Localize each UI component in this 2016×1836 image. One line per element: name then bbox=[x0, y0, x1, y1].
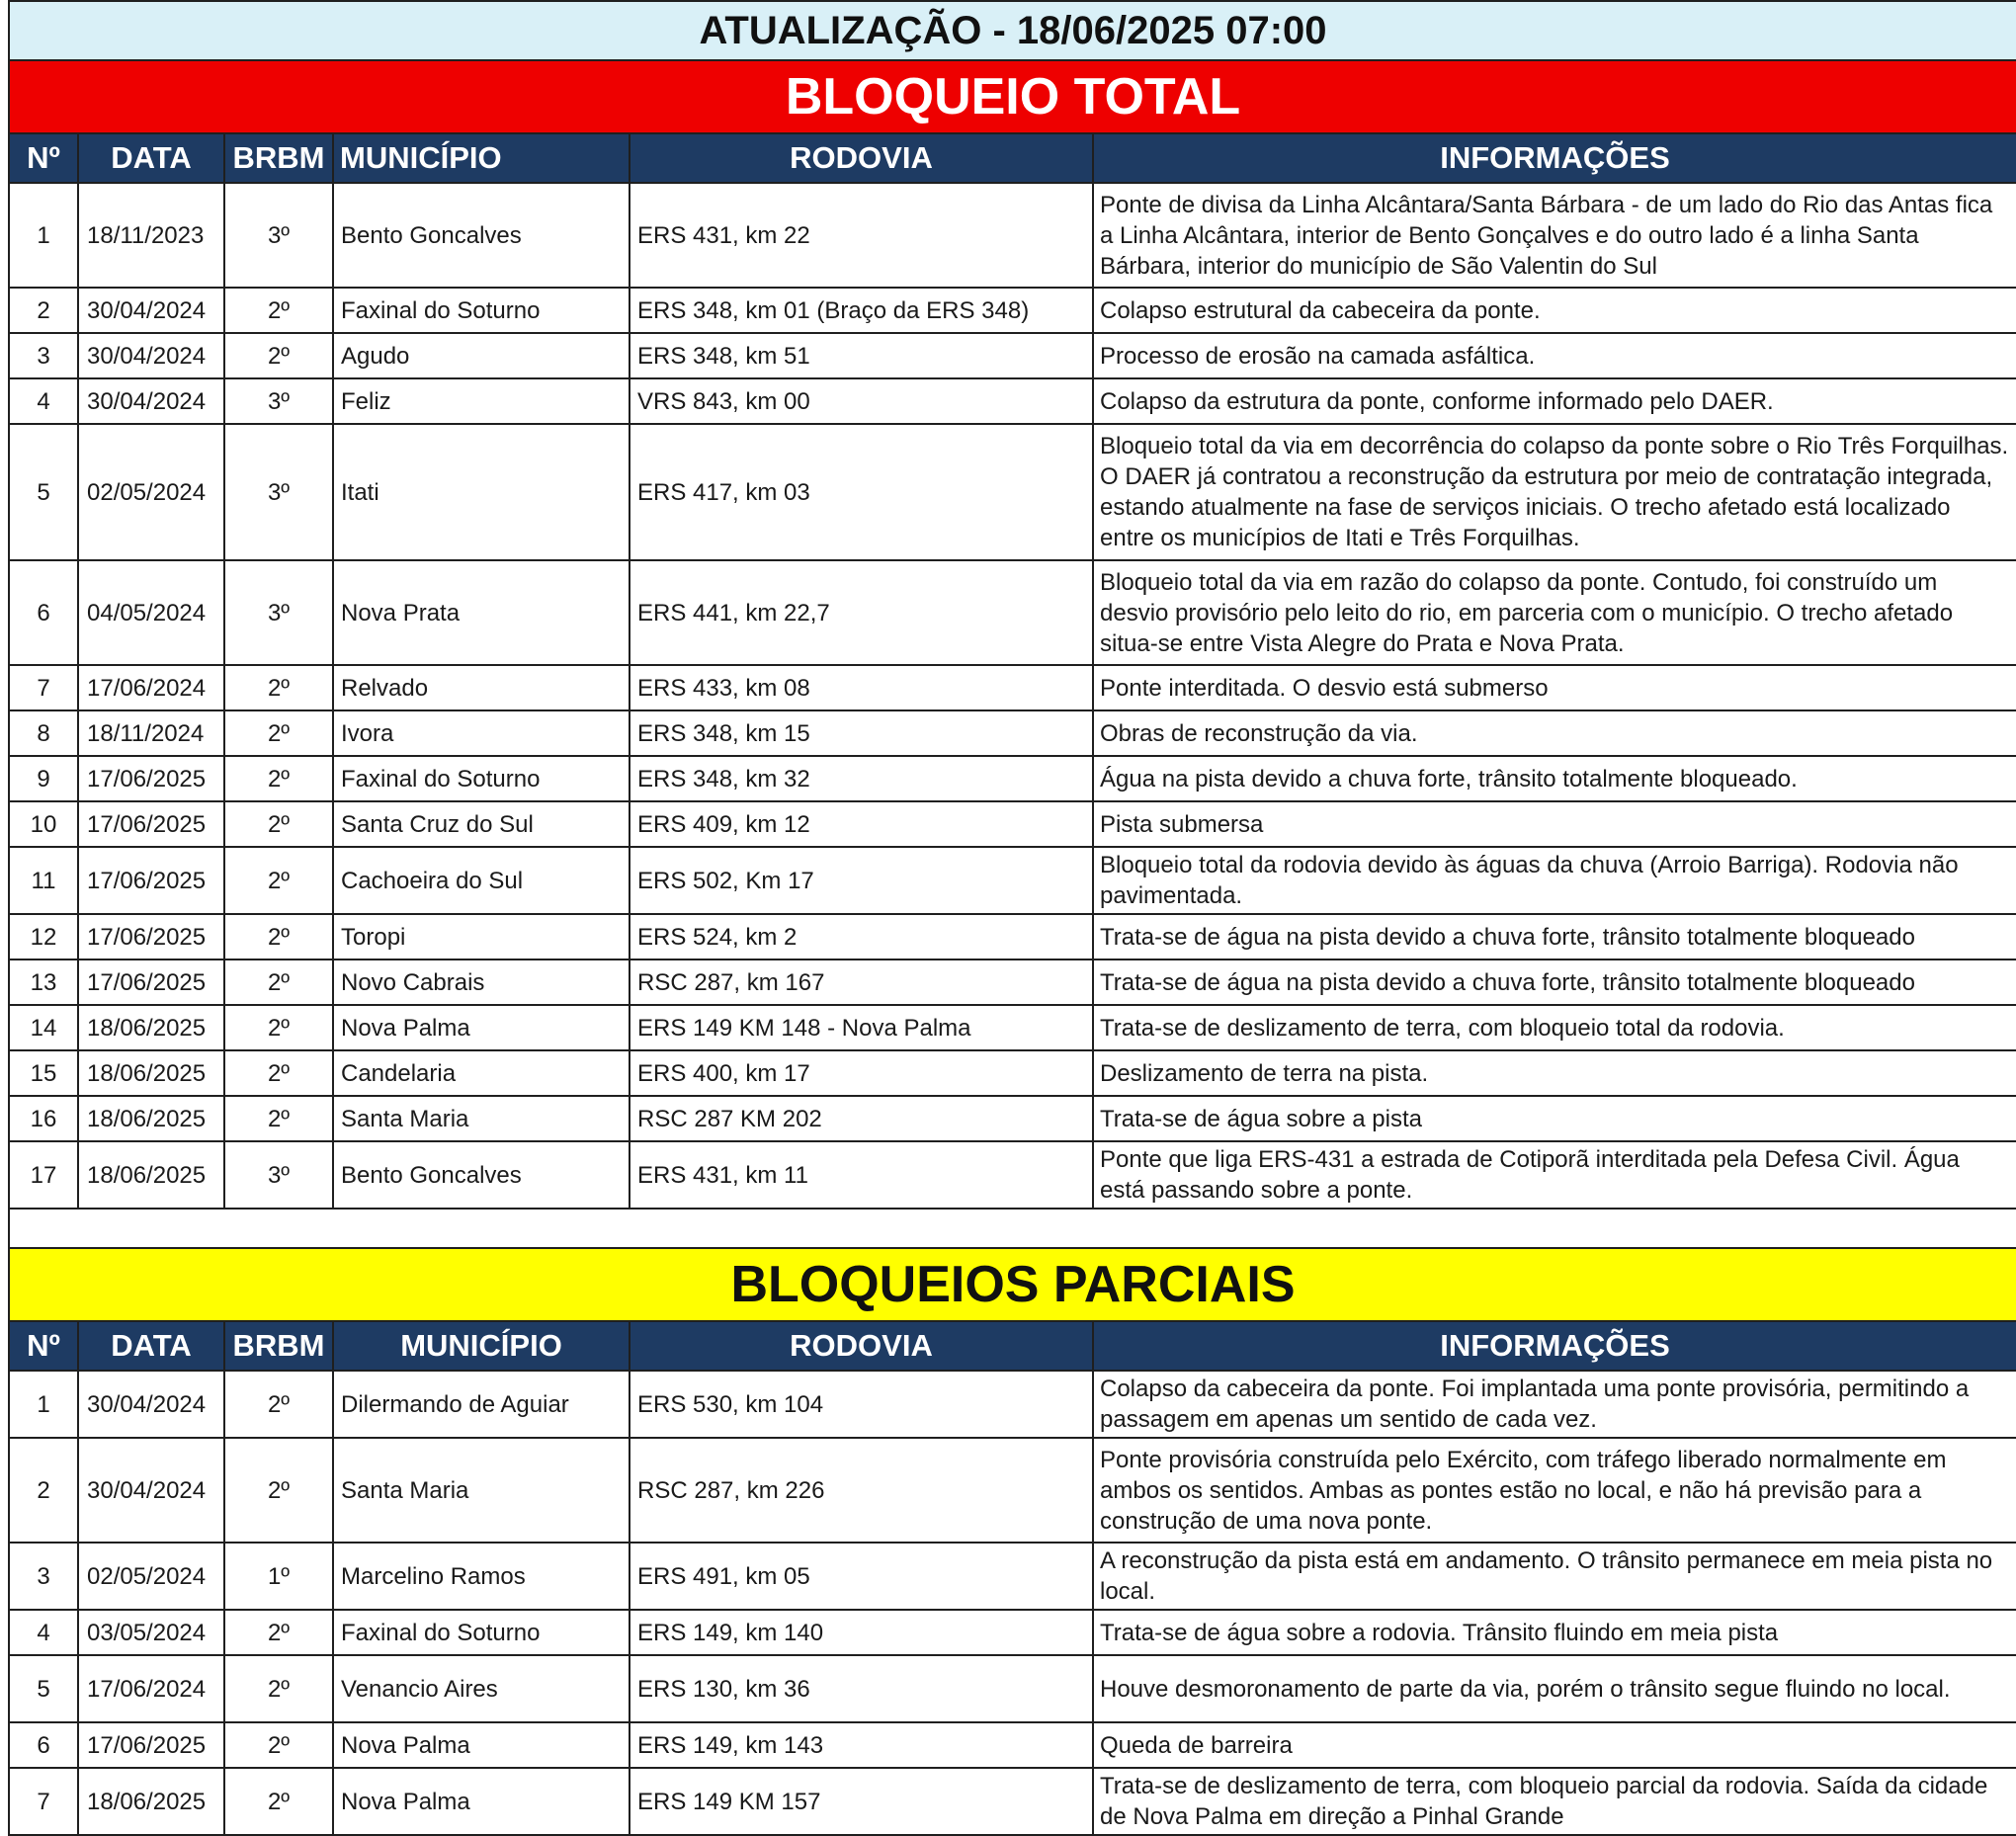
row-municipio: Faxinal do Soturno bbox=[333, 288, 630, 333]
row-rodovia: ERS 417, km 03 bbox=[630, 424, 1093, 560]
update-banner bbox=[9, 1, 2016, 60]
row-informacoes: Processo de erosão na camada asfáltica. bbox=[1093, 333, 2016, 378]
row-number: 17 bbox=[9, 1141, 78, 1209]
row-municipio: Ivora bbox=[333, 710, 630, 756]
row-date: 18/06/2025 bbox=[78, 1768, 224, 1835]
row-date: 18/06/2025 bbox=[78, 1050, 224, 1096]
row-brbm: 2º bbox=[224, 333, 333, 378]
row-municipio: Venancio Aires bbox=[333, 1655, 630, 1722]
table-row bbox=[9, 914, 2016, 960]
row-rodovia: ERS 348, km 51 bbox=[630, 333, 1093, 378]
row-brbm: 2º bbox=[224, 710, 333, 756]
header-n: Nº bbox=[9, 1321, 78, 1371]
row-informacoes: Pista submersa bbox=[1093, 801, 2016, 847]
row-date: 02/05/2024 bbox=[78, 424, 224, 560]
row-number: 12 bbox=[9, 914, 78, 960]
row-informacoes: A reconstrução da pista está em andamento. O trânsito permanece em meia pista no local. bbox=[1093, 1543, 2016, 1610]
row-date: 30/04/2024 bbox=[78, 378, 224, 424]
row-brbm: 2º bbox=[224, 1655, 333, 1722]
table-row bbox=[9, 1543, 2016, 1610]
row-date: 17/06/2024 bbox=[78, 1655, 224, 1722]
row-brbm: 2º bbox=[224, 847, 333, 914]
row-brbm: 3º bbox=[224, 183, 333, 288]
row-brbm: 2º bbox=[224, 960, 333, 1005]
row-informacoes: Trata-se de deslizamento de terra, com bloqueio total da rodovia. bbox=[1093, 1005, 2016, 1050]
row-rodovia: ERS 400, km 17 bbox=[630, 1050, 1093, 1096]
row-rodovia: RSC 287, km 226 bbox=[630, 1438, 1093, 1543]
row-rodovia: VRS 843, km 00 bbox=[630, 378, 1093, 424]
table-row bbox=[9, 1141, 2016, 1209]
row-rodovia: ERS 348, km 15 bbox=[630, 710, 1093, 756]
row-rodovia: ERS 431, km 11 bbox=[630, 1141, 1093, 1209]
row-number: 11 bbox=[9, 847, 78, 914]
row-municipio: Faxinal do Soturno bbox=[333, 756, 630, 801]
table-row bbox=[9, 1005, 2016, 1050]
row-rodovia: ERS 431, km 22 bbox=[630, 183, 1093, 288]
row-date: 17/06/2024 bbox=[78, 665, 224, 710]
row-municipio: Marcelino Ramos bbox=[333, 1543, 630, 1610]
row-brbm: 2º bbox=[224, 1371, 333, 1438]
table-row bbox=[9, 333, 2016, 378]
row-number: 4 bbox=[9, 1610, 78, 1655]
row-informacoes: Ponte provisória construída pelo Exército, com tráfego liberado normalmente em ambos os sentidos. Ambas as pontes estão no local, e não há previsão para a construção de uma nova ponte. bbox=[1093, 1438, 2016, 1543]
table-row bbox=[9, 183, 2016, 288]
table-row bbox=[9, 756, 2016, 801]
row-date: 30/04/2024 bbox=[78, 333, 224, 378]
row-municipio: Nova Palma bbox=[333, 1722, 630, 1768]
row-municipio: Toropi bbox=[333, 914, 630, 960]
row-date: 17/06/2025 bbox=[78, 914, 224, 960]
row-number: 10 bbox=[9, 801, 78, 847]
row-number: 1 bbox=[9, 1371, 78, 1438]
row-number: 7 bbox=[9, 1768, 78, 1835]
row-date: 17/06/2025 bbox=[78, 960, 224, 1005]
table-row bbox=[9, 1096, 2016, 1141]
header-municipio: MUNICÍPIO bbox=[333, 133, 630, 183]
row-rodovia: RSC 287 KM 202 bbox=[630, 1096, 1093, 1141]
partial-banner bbox=[9, 1248, 2016, 1321]
row-brbm: 2º bbox=[224, 801, 333, 847]
row-number: 6 bbox=[9, 1722, 78, 1768]
row-brbm: 2º bbox=[224, 1438, 333, 1543]
row-rodovia: ERS 149, km 140 bbox=[630, 1610, 1093, 1655]
row-municipio: Bento Goncalves bbox=[333, 183, 630, 288]
table-row bbox=[9, 288, 2016, 333]
table-row bbox=[9, 1371, 2016, 1438]
row-informacoes: Bloqueio total da via em decorrência do colapso da ponte sobre o Rio Três Forquilhas. O DAER já contratou a reconstrução da estrutura por meio de contratação integrada, estando atualmente na fase de serviços iniciais. O trecho afetado está localizado entre os municípios de Itati e Três Forquilhas. bbox=[1093, 424, 2016, 560]
row-rodovia: ERS 348, km 01 (Braço da ERS 348) bbox=[630, 288, 1093, 333]
row-municipio: Agudo bbox=[333, 333, 630, 378]
row-number: 2 bbox=[9, 1438, 78, 1543]
row-date: 17/06/2025 bbox=[78, 756, 224, 801]
table-row bbox=[9, 560, 2016, 665]
row-rodovia: RSC 287, km 167 bbox=[630, 960, 1093, 1005]
row-number: 5 bbox=[9, 424, 78, 560]
header-brbm: BRBM bbox=[224, 133, 333, 183]
row-informacoes: Trata-se de água na pista devido a chuva forte, trânsito totalmente bloqueado bbox=[1093, 960, 2016, 1005]
row-rodovia: ERS 524, km 2 bbox=[630, 914, 1093, 960]
row-informacoes: Bloqueio total da via em razão do colapso da ponte. Contudo, foi construído um desvio provisório pelo leito do rio, em parceria com o município. O trecho afetado situa-se entre Vista Alegre do Prata e Nova Prata. bbox=[1093, 560, 2016, 665]
row-number: 3 bbox=[9, 333, 78, 378]
row-brbm: 3º bbox=[224, 560, 333, 665]
row-informacoes: Ponte que liga ERS-431 a estrada de Cotiporã interditada pela Defesa Civil. Água está passando sobre a ponte. bbox=[1093, 1141, 2016, 1209]
row-brbm: 3º bbox=[224, 378, 333, 424]
row-brbm: 2º bbox=[224, 914, 333, 960]
row-brbm: 2º bbox=[224, 1096, 333, 1141]
blockage-table bbox=[8, 0, 2016, 1836]
row-municipio: Candelaria bbox=[333, 1050, 630, 1096]
row-date: 18/06/2025 bbox=[78, 1096, 224, 1141]
row-rodovia: ERS 409, km 12 bbox=[630, 801, 1093, 847]
row-brbm: 2º bbox=[224, 1610, 333, 1655]
row-brbm: 2º bbox=[224, 1005, 333, 1050]
row-informacoes: Colapso da estrutura da ponte, conforme informado pelo DAER. bbox=[1093, 378, 2016, 424]
row-date: 18/11/2024 bbox=[78, 710, 224, 756]
row-rodovia: ERS 149, km 143 bbox=[630, 1722, 1093, 1768]
row-informacoes: Ponte interditada. O desvio está submerso bbox=[1093, 665, 2016, 710]
bloqueio-total-title: BLOQUEIO TOTAL bbox=[9, 60, 2016, 133]
row-number: 9 bbox=[9, 756, 78, 801]
row-brbm: 2º bbox=[224, 665, 333, 710]
row-number: 16 bbox=[9, 1096, 78, 1141]
row-brbm: 3º bbox=[224, 1141, 333, 1209]
row-informacoes: Bloqueio total da rodovia devido às águas da chuva (Arroio Barriga). Rodovia não pavimentada. bbox=[1093, 847, 2016, 914]
row-informacoes: Trata-se de água sobre a rodovia. Trânsito fluindo em meia pista bbox=[1093, 1610, 2016, 1655]
row-date: 18/11/2023 bbox=[78, 183, 224, 288]
road-blockage-sheet bbox=[8, 0, 2016, 1836]
row-number: 14 bbox=[9, 1005, 78, 1050]
row-municipio: Nova Palma bbox=[333, 1768, 630, 1835]
row-municipio: Nova Palma bbox=[333, 1005, 630, 1050]
row-rodovia: ERS 149 KM 157 bbox=[630, 1768, 1093, 1835]
row-date: 30/04/2024 bbox=[78, 288, 224, 333]
row-municipio: Novo Cabrais bbox=[333, 960, 630, 1005]
spacer-cell bbox=[9, 1209, 2016, 1248]
row-date: 04/05/2024 bbox=[78, 560, 224, 665]
row-municipio: Santa Maria bbox=[333, 1096, 630, 1141]
header-rodovia: RODOVIA bbox=[630, 1321, 1093, 1371]
row-date: 30/04/2024 bbox=[78, 1371, 224, 1438]
table-row bbox=[9, 1655, 2016, 1722]
row-informacoes: Colapso estrutural da cabeceira da ponte. bbox=[1093, 288, 2016, 333]
row-date: 02/05/2024 bbox=[78, 1543, 224, 1610]
header-n: Nº bbox=[9, 133, 78, 183]
table-row bbox=[9, 1768, 2016, 1835]
row-number: 6 bbox=[9, 560, 78, 665]
row-number: 2 bbox=[9, 288, 78, 333]
row-rodovia: ERS 502, Km 17 bbox=[630, 847, 1093, 914]
table-row bbox=[9, 801, 2016, 847]
row-rodovia: ERS 348, km 32 bbox=[630, 756, 1093, 801]
partial-header-row bbox=[9, 1321, 2016, 1371]
row-brbm: 3º bbox=[224, 424, 333, 560]
row-municipio: Dilermando de Aguiar bbox=[333, 1371, 630, 1438]
row-municipio: Faxinal do Soturno bbox=[333, 1610, 630, 1655]
total-banner bbox=[9, 60, 2016, 133]
row-rodovia: ERS 149 KM 148 - Nova Palma bbox=[630, 1005, 1093, 1050]
row-municipio: Bento Goncalves bbox=[333, 1141, 630, 1209]
row-informacoes: Deslizamento de terra na pista. bbox=[1093, 1050, 2016, 1096]
header-rodovia: RODOVIA bbox=[630, 133, 1093, 183]
update-title: ATUALIZAÇÃO - 18/06/2025 07:00 bbox=[9, 1, 2016, 60]
row-rodovia: ERS 441, km 22,7 bbox=[630, 560, 1093, 665]
header-data: DATA bbox=[78, 133, 224, 183]
row-informacoes: Trata-se de água na pista devido a chuva forte, trânsito totalmente bloqueado bbox=[1093, 914, 2016, 960]
table-row bbox=[9, 847, 2016, 914]
table-row bbox=[9, 1722, 2016, 1768]
row-municipio: Nova Prata bbox=[333, 560, 630, 665]
row-municipio: Itati bbox=[333, 424, 630, 560]
row-number: 8 bbox=[9, 710, 78, 756]
row-brbm: 2º bbox=[224, 1722, 333, 1768]
row-date: 18/06/2025 bbox=[78, 1141, 224, 1209]
row-brbm: 2º bbox=[224, 1050, 333, 1096]
table-row bbox=[9, 960, 2016, 1005]
row-number: 15 bbox=[9, 1050, 78, 1096]
table-row bbox=[9, 1610, 2016, 1655]
table-row bbox=[9, 710, 2016, 756]
header-informacoes: INFORMAÇÕES bbox=[1093, 1321, 2016, 1371]
table-row bbox=[9, 1438, 2016, 1543]
row-informacoes: Queda de barreira bbox=[1093, 1722, 2016, 1768]
row-informacoes: Trata-se de deslizamento de terra, com bloqueio parcial da rodovia. Saída da cidade de Nova Palma em direção a Pinhal Grande bbox=[1093, 1768, 2016, 1835]
row-number: 5 bbox=[9, 1655, 78, 1722]
row-number: 4 bbox=[9, 378, 78, 424]
header-data: DATA bbox=[78, 1321, 224, 1371]
row-municipio: Santa Maria bbox=[333, 1438, 630, 1543]
row-rodovia: ERS 530, km 104 bbox=[630, 1371, 1093, 1438]
row-date: 17/06/2025 bbox=[78, 1722, 224, 1768]
row-number: 1 bbox=[9, 183, 78, 288]
row-brbm: 2º bbox=[224, 756, 333, 801]
row-brbm: 2º bbox=[224, 1768, 333, 1835]
total-header-row bbox=[9, 133, 2016, 183]
table-row bbox=[9, 424, 2016, 560]
row-municipio: Feliz bbox=[333, 378, 630, 424]
table-row bbox=[9, 1050, 2016, 1096]
section-spacer bbox=[9, 1209, 2016, 1248]
row-informacoes: Trata-se de água sobre a pista bbox=[1093, 1096, 2016, 1141]
row-date: 18/06/2025 bbox=[78, 1005, 224, 1050]
table-row bbox=[9, 378, 2016, 424]
row-rodovia: ERS 491, km 05 bbox=[630, 1543, 1093, 1610]
row-municipio: Cachoeira do Sul bbox=[333, 847, 630, 914]
row-informacoes: Água na pista devido a chuva forte, trânsito totalmente bloqueado. bbox=[1093, 756, 2016, 801]
row-date: 30/04/2024 bbox=[78, 1438, 224, 1543]
row-informacoes: Colapso da cabeceira da ponte. Foi implantada uma ponte provisória, permitindo a passagem em apenas um sentido de cada vez. bbox=[1093, 1371, 2016, 1438]
row-number: 3 bbox=[9, 1543, 78, 1610]
row-brbm: 1º bbox=[224, 1543, 333, 1610]
row-rodovia: ERS 130, km 36 bbox=[630, 1655, 1093, 1722]
header-municipio: MUNICÍPIO bbox=[333, 1321, 630, 1371]
header-informacoes: INFORMAÇÕES bbox=[1093, 133, 2016, 183]
row-date: 17/06/2025 bbox=[78, 801, 224, 847]
bloqueios-parciais-title: BLOQUEIOS PARCIAIS bbox=[9, 1248, 2016, 1321]
row-date: 03/05/2024 bbox=[78, 1610, 224, 1655]
table-row bbox=[9, 665, 2016, 710]
row-brbm: 2º bbox=[224, 288, 333, 333]
row-informacoes: Houve desmoronamento de parte da via, porém o trânsito segue fluindo no local. bbox=[1093, 1655, 2016, 1722]
row-informacoes: Ponte de divisa da Linha Alcântara/Santa Bárbara - de um lado do Rio das Antas fica a Linha Alcântara, interior de Bento Gonçalves e do outro lado é a linha Santa Bárbara, interior do município de São Valentin do Sul bbox=[1093, 183, 2016, 288]
row-informacoes: Obras de reconstrução da via. bbox=[1093, 710, 2016, 756]
row-number: 7 bbox=[9, 665, 78, 710]
header-brbm: BRBM bbox=[224, 1321, 333, 1371]
row-number: 13 bbox=[9, 960, 78, 1005]
row-municipio: Santa Cruz do Sul bbox=[333, 801, 630, 847]
row-rodovia: ERS 433, km 08 bbox=[630, 665, 1093, 710]
row-date: 17/06/2025 bbox=[78, 847, 224, 914]
row-municipio: Relvado bbox=[333, 665, 630, 710]
